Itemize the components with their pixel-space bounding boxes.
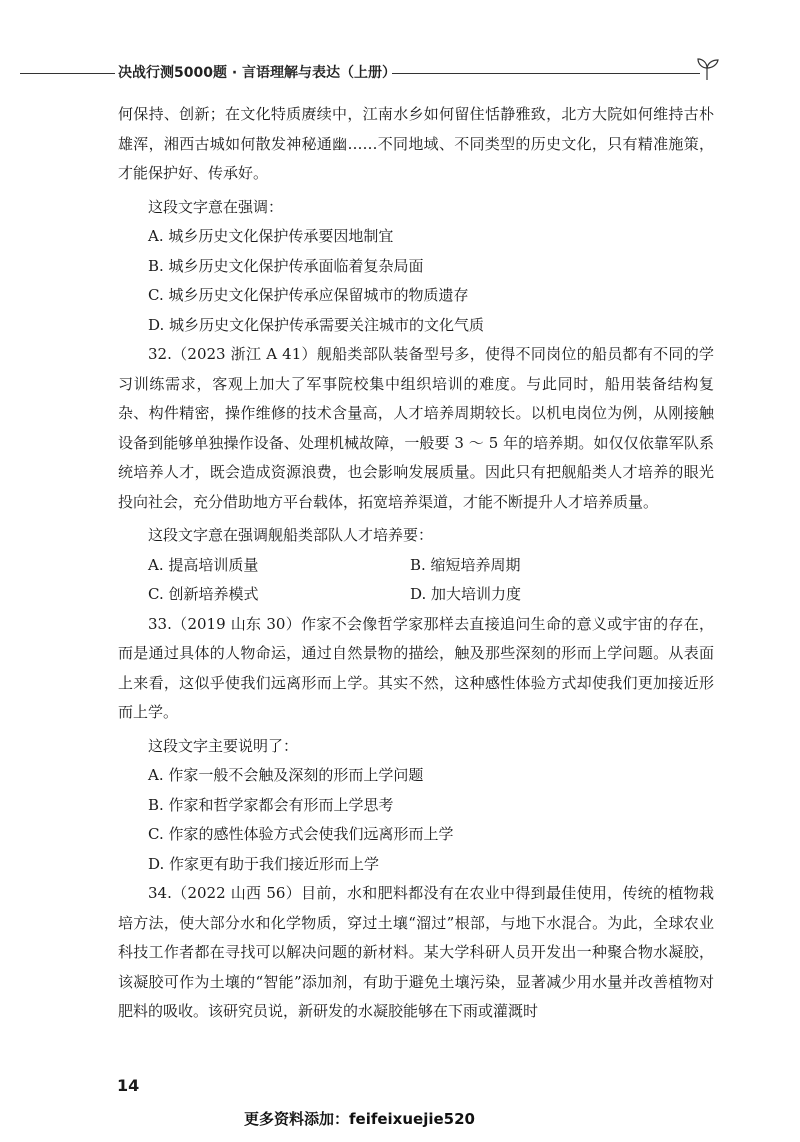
q33-option-c: C. 作家的感性体验方式会使我们远离形而上学: [148, 825, 454, 843]
book-title: 决战行测5000题 · 言语理解与表达（上册）: [118, 65, 397, 81]
q32-option-d: D. 加大培训力度: [410, 585, 522, 603]
intro-paragraph: 何保持、创新；在文化特质赓续中，江南水乡如何留住恬静雅致，北方大院如何维持古朴雄浑，湘西古城如何散发神秘通幽……不同地域、不同类型的历史文化，只有精准施策，才能保护好、传承好。: [118, 105, 714, 182]
q32-options-row-2: [148, 580, 714, 610]
q31-stem: 这段文字意在强调：: [148, 197, 284, 216]
q31-option-a: A. 城乡历史文化保护传承要因地制宜: [148, 227, 394, 245]
q32-text: 32.（2023 浙江 A 41）舰船类部队装备型号多，使得不同岗位的船员都有不同的学习训练需求，客观上加大了军事院校集中组织培训的难度。与此同时，船用装备结构复杂、构件精密，操作维修的技术含量高，人才培养周期较长。以机电岗位为例，从刚接触设备到能够单独操作设备、处理机械故障，一般要 3 ～ 5 年的培养期。如仅仅依靠军队系统培养人才，既会造成资源浪费，也会影响发展质量。因此只有把舰船类人才培养的眼光投向社会，充分借助地方平台载体，拓宽培养渠道，才能不断提升人才培养质量。: [118, 345, 714, 511]
q33-option-d: D. 作家更有助于我们接近形而上学: [148, 854, 380, 873]
running-header: [0, 56, 800, 90]
q32-option-c: C. 创新培养模式: [148, 585, 259, 603]
q33-stem: 这段文字主要说明了：: [148, 736, 299, 755]
q34-text: 34.（2022 山西 56）目前，水和肥料都没有在农业中得到最佳使用，传统的植物栽培方法，使大部分水和化学物质，穿过土壤“溜过”根部，与地下水混合。为此，全球农业科技工作者都在寻找可以解决问题的新材料。某大学科研人员开发出一种聚合物水凝胶，该凝胶可作为土壤的“智能”添加剂，有助于避免土壤污染，显著减少用水量并改善植物对肥料的吸收。该研究员说，新研发的水凝胶能够在下雨或灌溉时: [118, 884, 714, 1020]
sprout-icon: [694, 56, 720, 82]
q31-option-d: D. 城乡历史文化保护传承需要关注城市的文化气质: [148, 315, 485, 334]
page-number: 14: [117, 1076, 140, 1095]
q32-option-a: A. 提高培训质量: [148, 555, 259, 574]
q33-text: 33.（2019 山东 30）作家不会像哲学家那样去直接追问生命的意义或宇宙的存在，而是通过具体的人物命运，通过自然景物的描绘，触及那些深刻的形而上学问题。从表面上来看，这似乎使我们远离形而上学。其实不然，这种感性体验方式却使我们更加接近形而上学。: [118, 614, 714, 721]
header-rule-left: [20, 73, 115, 74]
q32-option-b: B. 缩短培养周期: [410, 555, 521, 574]
q33-option-b: B. 作家和哲学家都会有形而上学思考: [148, 795, 394, 814]
q32-options-row-1: [148, 551, 714, 581]
page-content: [118, 100, 714, 1027]
q31-option-c: C. 城乡历史文化保护传承应保留城市的物质遗存: [148, 286, 469, 304]
q32-stem: 这段文字意在强调舰船类部队人才培养要：: [148, 526, 434, 544]
header-rule-right: [392, 73, 700, 74]
footer-note: 更多资料添加：feifeixuejie520: [244, 1110, 475, 1128]
q31-option-b: B. 城乡历史文化保护传承面临着复杂局面: [148, 256, 424, 275]
q33-option-a: A. 作家一般不会触及深刻的形而上学问题: [148, 766, 424, 784]
